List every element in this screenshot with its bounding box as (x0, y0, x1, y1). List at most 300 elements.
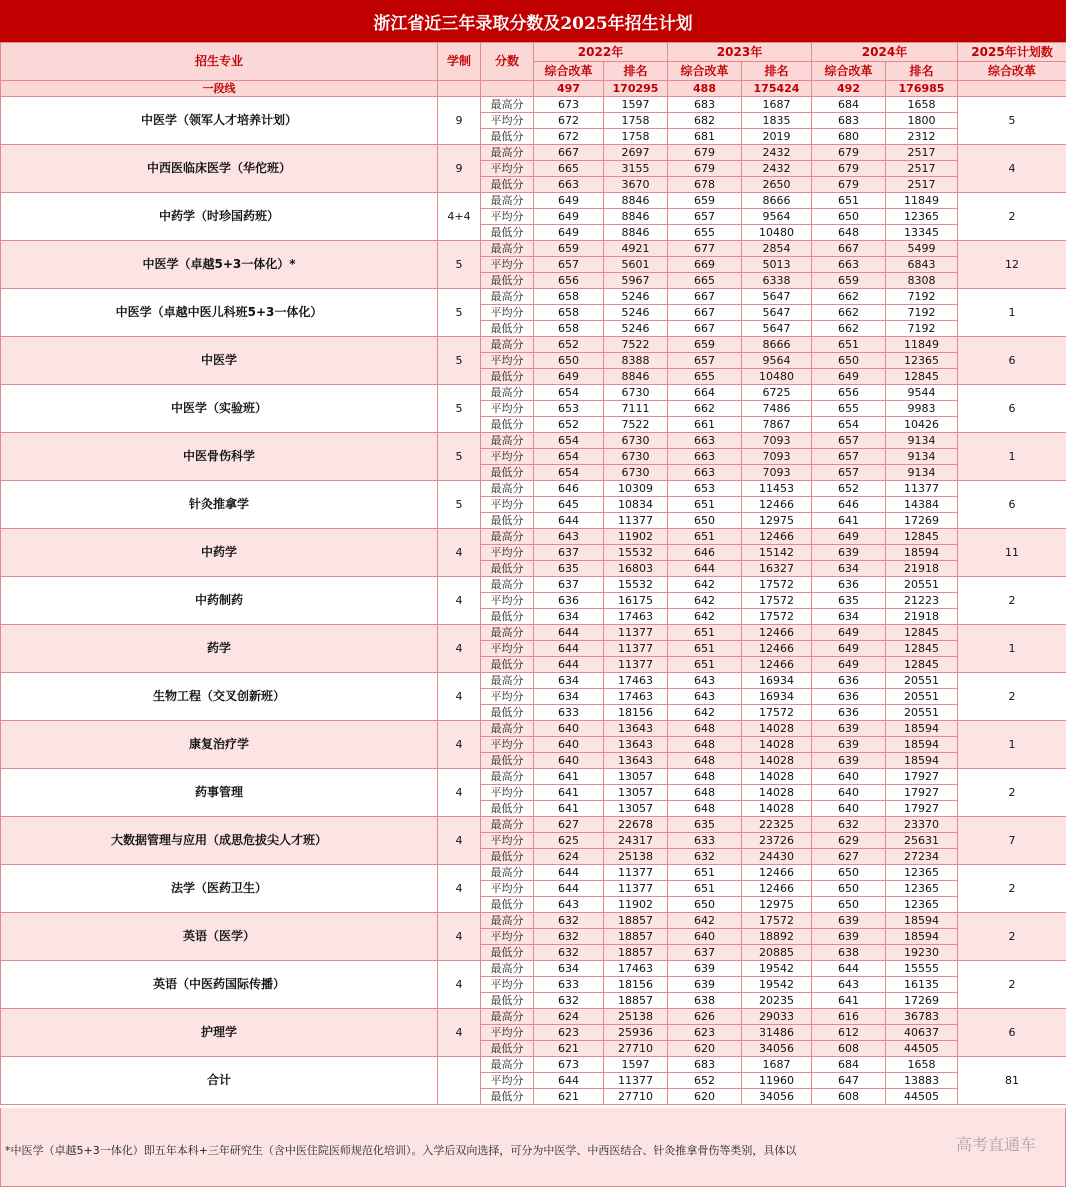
score-cell: 679 (812, 145, 886, 161)
score-type-label: 平均分 (481, 305, 534, 321)
rank-cell: 11849 (886, 337, 958, 353)
rank-cell: 15142 (742, 545, 812, 561)
major-name: 药事管理 (1, 769, 438, 817)
rank-cell: 18857 (604, 929, 668, 945)
rank-cell: 10426 (886, 417, 958, 433)
rank-cell: 7522 (604, 337, 668, 353)
rank-cell: 12466 (742, 881, 812, 897)
score-cell: 658 (534, 321, 604, 337)
score-cell: 654 (534, 433, 604, 449)
major-duration: 9 (438, 145, 481, 193)
score-type-label: 最低分 (481, 609, 534, 625)
score-cell: 646 (812, 497, 886, 513)
score-cell: 663 (812, 257, 886, 273)
score-type-label: 平均分 (481, 833, 534, 849)
rank-cell: 13883 (886, 1073, 958, 1089)
rank-cell: 13345 (886, 225, 958, 241)
rank-cell: 3670 (604, 177, 668, 193)
rank-cell: 15532 (604, 545, 668, 561)
score-cell: 634 (534, 961, 604, 977)
score-type-label: 平均分 (481, 1073, 534, 1089)
rank-cell: 5647 (742, 305, 812, 321)
score-cell: 657 (812, 449, 886, 465)
rank-cell: 1835 (742, 113, 812, 129)
score-cell: 639 (812, 753, 886, 769)
score-cell: 649 (534, 369, 604, 385)
rank-cell: 6730 (604, 449, 668, 465)
score-cell: 643 (534, 897, 604, 913)
rank-cell: 44505 (886, 1089, 958, 1105)
score-cell: 651 (668, 641, 742, 657)
score-cell: 665 (668, 273, 742, 289)
score-cell: 679 (812, 161, 886, 177)
plan-count: 5 (958, 97, 1066, 145)
score-cell: 678 (668, 177, 742, 193)
rank-cell: 11960 (742, 1073, 812, 1089)
score-cell: 654 (534, 385, 604, 401)
score-cell: 623 (668, 1025, 742, 1041)
rank-cell: 22325 (742, 817, 812, 833)
rank-cell: 18594 (886, 913, 958, 929)
plan-count: 4 (958, 145, 1066, 193)
score-type-label: 最高分 (481, 817, 534, 833)
score-type-label: 最低分 (481, 513, 534, 529)
score-type-label: 平均分 (481, 113, 534, 129)
score-cell: 644 (534, 881, 604, 897)
rank-cell: 17572 (742, 705, 812, 721)
score-cell: 627 (812, 849, 886, 865)
score-cell: 657 (668, 209, 742, 225)
rank-cell: 16327 (742, 561, 812, 577)
rank-cell: 34056 (742, 1041, 812, 1057)
rank-cell: 12365 (886, 881, 958, 897)
major-name: 康复治疗学 (1, 721, 438, 769)
rank-cell: 12466 (742, 497, 812, 513)
rank-cell: 31486 (742, 1025, 812, 1041)
score-cell: 662 (812, 289, 886, 305)
header-2023: 2023年 (668, 43, 812, 62)
score-cell: 658 (534, 289, 604, 305)
score-cell: 623 (534, 1025, 604, 1041)
score-cell: 663 (668, 465, 742, 481)
rank-cell: 13643 (604, 721, 668, 737)
rank-cell: 18594 (886, 753, 958, 769)
rank-cell: 17463 (604, 609, 668, 625)
score-cell: 640 (812, 785, 886, 801)
score-cell: 649 (812, 369, 886, 385)
score-cell: 648 (668, 721, 742, 737)
score-type-label: 最低分 (481, 417, 534, 433)
score-cell: 612 (812, 1025, 886, 1041)
table-row (1, 337, 1066, 353)
table-row (1, 961, 1066, 977)
score-cell: 679 (668, 161, 742, 177)
table-row (1, 433, 1066, 449)
rank-cell: 40637 (886, 1025, 958, 1041)
header-plan: 2025年计划数 (958, 43, 1066, 62)
score-cell: 651 (668, 625, 742, 641)
watermark: 高考直通车 (955, 1135, 1036, 1154)
score-cell: 683 (668, 1057, 742, 1073)
rank-cell: 9134 (886, 465, 958, 481)
rank-cell: 5647 (742, 321, 812, 337)
rank-cell: 2019 (742, 129, 812, 145)
score-cell: 639 (812, 737, 886, 753)
score-cell: 635 (534, 561, 604, 577)
line-2023-score: 488 (668, 81, 742, 97)
score-cell: 653 (534, 401, 604, 417)
score-type-label: 平均分 (481, 593, 534, 609)
major-duration: 5 (438, 481, 481, 529)
score-type-label: 最高分 (481, 721, 534, 737)
score-cell: 632 (534, 993, 604, 1009)
major-name: 英语（中医药国际传播） (1, 961, 438, 1009)
score-cell: 655 (668, 369, 742, 385)
rank-cell: 27710 (604, 1089, 668, 1105)
score-cell: 644 (534, 625, 604, 641)
line-2024-rank: 176985 (886, 81, 958, 97)
rank-cell: 11849 (886, 193, 958, 209)
rank-cell: 1758 (604, 129, 668, 145)
rank-cell: 11377 (604, 513, 668, 529)
major-name: 中药学（时珍国药班） (1, 193, 438, 241)
score-cell: 641 (812, 993, 886, 1009)
score-type-label: 平均分 (481, 785, 534, 801)
score-cell: 639 (812, 929, 886, 945)
rank-cell: 17269 (886, 993, 958, 1009)
rank-cell: 6730 (604, 385, 668, 401)
rank-cell: 19230 (886, 945, 958, 961)
score-cell: 634 (534, 609, 604, 625)
header-duration: 学制 (438, 43, 481, 81)
score-cell: 661 (668, 417, 742, 433)
rank-cell: 12365 (886, 353, 958, 369)
rank-cell: 12845 (886, 625, 958, 641)
rank-cell: 25138 (604, 1009, 668, 1025)
score-type-label: 最低分 (481, 1089, 534, 1105)
score-cell: 638 (812, 945, 886, 961)
rank-cell: 7093 (742, 449, 812, 465)
rank-cell: 2432 (742, 145, 812, 161)
table-row (1, 289, 1066, 305)
rank-cell: 17463 (604, 961, 668, 977)
rank-cell: 18594 (886, 929, 958, 945)
major-name: 中药制药 (1, 577, 438, 625)
major-name: 护理学 (1, 1009, 438, 1057)
rank-cell: 34056 (742, 1089, 812, 1105)
score-cell: 634 (812, 609, 886, 625)
rank-cell: 9134 (886, 449, 958, 465)
major-duration: 4 (438, 769, 481, 817)
score-cell: 648 (668, 785, 742, 801)
score-type-label: 最高分 (481, 433, 534, 449)
major-name: 药学 (1, 625, 438, 673)
table-row (1, 673, 1066, 689)
rank-cell: 5499 (886, 241, 958, 257)
rank-cell: 8846 (604, 225, 668, 241)
table-row (1, 1009, 1066, 1025)
rank-cell: 14028 (742, 785, 812, 801)
score-type-label: 最高分 (481, 145, 534, 161)
score-type-label: 最低分 (481, 225, 534, 241)
table-row (1, 385, 1066, 401)
rank-cell: 18594 (886, 721, 958, 737)
score-type-label: 最高分 (481, 385, 534, 401)
rank-cell: 1597 (604, 97, 668, 113)
score-type-label: 平均分 (481, 1025, 534, 1041)
rank-cell: 1758 (604, 113, 668, 129)
rank-cell: 8308 (886, 273, 958, 289)
rank-cell: 18892 (742, 929, 812, 945)
score-type-label: 最低分 (481, 321, 534, 337)
score-type-label: 平均分 (481, 449, 534, 465)
rank-cell: 12466 (742, 641, 812, 657)
score-type-label: 平均分 (481, 641, 534, 657)
score-cell: 649 (534, 209, 604, 225)
score-cell: 644 (534, 865, 604, 881)
score-type-label: 平均分 (481, 737, 534, 753)
score-type-label: 平均分 (481, 401, 534, 417)
score-cell: 649 (812, 657, 886, 673)
major-duration: 9 (438, 97, 481, 145)
rank-cell: 36783 (886, 1009, 958, 1025)
major-name: 英语（医学） (1, 913, 438, 961)
rank-cell: 19542 (742, 977, 812, 993)
rank-cell: 14028 (742, 801, 812, 817)
plan-count: 11 (958, 529, 1066, 577)
score-cell: 651 (668, 881, 742, 897)
rank-cell: 1687 (742, 97, 812, 113)
score-type-label: 最低分 (481, 801, 534, 817)
rank-cell: 7192 (886, 305, 958, 321)
header-2022: 2022年 (534, 43, 668, 62)
rank-cell: 8388 (604, 353, 668, 369)
rank-cell: 17269 (886, 513, 958, 529)
rank-cell: 9564 (742, 209, 812, 225)
rank-cell: 11377 (604, 1073, 668, 1089)
score-type-label: 平均分 (481, 689, 534, 705)
score-cell: 651 (812, 193, 886, 209)
score-cell: 634 (812, 561, 886, 577)
score-cell: 648 (812, 225, 886, 241)
major-duration: 5 (438, 385, 481, 433)
score-cell: 649 (812, 641, 886, 657)
rank-cell: 9544 (886, 385, 958, 401)
major-name: 中医学（卓越5+3一体化）* (1, 241, 438, 289)
score-cell: 637 (534, 577, 604, 593)
rank-cell: 14384 (886, 497, 958, 513)
score-cell: 651 (668, 657, 742, 673)
header-2022-rank: 排名 (604, 62, 668, 81)
plan-count: 12 (958, 241, 1066, 289)
score-cell: 616 (812, 1009, 886, 1025)
rank-cell: 12365 (886, 865, 958, 881)
rank-cell: 10309 (604, 481, 668, 497)
score-cell: 650 (812, 897, 886, 913)
score-type-label: 最高分 (481, 481, 534, 497)
rank-cell: 20235 (742, 993, 812, 1009)
table-row (1, 97, 1066, 113)
rank-cell: 12845 (886, 369, 958, 385)
major-duration: 4 (438, 673, 481, 721)
rank-cell: 17572 (742, 593, 812, 609)
score-type-label: 最低分 (481, 369, 534, 385)
rank-cell: 7093 (742, 465, 812, 481)
table-row (1, 817, 1066, 833)
score-cell: 650 (812, 881, 886, 897)
score-cell: 635 (812, 593, 886, 609)
rank-cell: 8666 (742, 337, 812, 353)
score-cell: 684 (812, 97, 886, 113)
plan-count: 7 (958, 817, 1066, 865)
major-name: 中药学 (1, 529, 438, 577)
score-cell: 679 (668, 145, 742, 161)
major-duration: 4 (438, 913, 481, 961)
major-name: 中医学 (1, 337, 438, 385)
score-cell: 673 (534, 1057, 604, 1073)
major-name: 针灸推拿学 (1, 481, 438, 529)
plan-count: 6 (958, 337, 1066, 385)
rank-cell: 10834 (604, 497, 668, 513)
score-cell: 642 (668, 609, 742, 625)
score-cell: 632 (668, 849, 742, 865)
rank-cell: 20551 (886, 577, 958, 593)
score-type-label: 最低分 (481, 129, 534, 145)
major-duration: 4 (438, 961, 481, 1009)
rank-cell: 7486 (742, 401, 812, 417)
rank-cell: 15532 (604, 577, 668, 593)
score-cell: 648 (668, 753, 742, 769)
rank-cell: 24430 (742, 849, 812, 865)
rank-cell: 17572 (742, 577, 812, 593)
score-cell: 635 (668, 817, 742, 833)
rank-cell: 12365 (886, 897, 958, 913)
score-cell: 620 (668, 1089, 742, 1105)
header-score: 分数 (481, 43, 534, 81)
major-duration: 4 (438, 721, 481, 769)
major-name: 中医学（实验班） (1, 385, 438, 433)
score-cell: 642 (668, 577, 742, 593)
rank-cell: 7192 (886, 289, 958, 305)
score-cell: 632 (534, 929, 604, 945)
rank-cell: 6730 (604, 433, 668, 449)
score-cell: 634 (534, 673, 604, 689)
rank-cell: 13057 (604, 785, 668, 801)
rank-cell: 18156 (604, 705, 668, 721)
score-cell: 682 (668, 113, 742, 129)
score-cell: 651 (668, 497, 742, 513)
table-row (1, 1057, 1066, 1073)
major-name: 法学（医药卫生） (1, 865, 438, 913)
major-duration: 4 (438, 865, 481, 913)
rank-cell: 18857 (604, 945, 668, 961)
score-cell: 625 (534, 833, 604, 849)
rank-cell: 18156 (604, 977, 668, 993)
score-cell: 663 (668, 449, 742, 465)
rank-cell: 7093 (742, 433, 812, 449)
rank-cell: 13057 (604, 769, 668, 785)
rank-cell: 2854 (742, 241, 812, 257)
score-type-label: 平均分 (481, 545, 534, 561)
score-cell: 643 (812, 977, 886, 993)
score-cell: 642 (668, 593, 742, 609)
header-2023-rank: 排名 (742, 62, 812, 81)
score-cell: 683 (668, 97, 742, 113)
rank-cell: 11377 (604, 881, 668, 897)
line-2022-score: 497 (534, 81, 604, 97)
rank-cell: 3155 (604, 161, 668, 177)
score-type-label: 最低分 (481, 177, 534, 193)
score-type-label: 平均分 (481, 353, 534, 369)
score-cell: 651 (812, 337, 886, 353)
rank-cell: 7111 (604, 401, 668, 417)
score-type-label: 平均分 (481, 257, 534, 273)
rank-cell: 6730 (604, 465, 668, 481)
score-cell: 642 (668, 913, 742, 929)
rank-cell: 13643 (604, 737, 668, 753)
header-2022-score: 综合改革 (534, 62, 604, 81)
score-type-label: 最低分 (481, 273, 534, 289)
score-cell: 641 (812, 513, 886, 529)
score-cell: 651 (668, 865, 742, 881)
score-cell: 677 (668, 241, 742, 257)
rank-cell: 12466 (742, 865, 812, 881)
rank-cell: 1687 (742, 1057, 812, 1073)
rank-cell: 22678 (604, 817, 668, 833)
plan-count: 2 (958, 193, 1066, 241)
plan-count: 2 (958, 769, 1066, 817)
major-duration (438, 1057, 481, 1105)
score-cell: 657 (812, 465, 886, 481)
score-cell: 642 (668, 705, 742, 721)
score-cell: 644 (534, 513, 604, 529)
major-name: 生物工程（交叉创新班） (1, 673, 438, 721)
rank-cell: 12845 (886, 641, 958, 657)
score-cell: 648 (668, 801, 742, 817)
major-name: 中西医临床医学（华佗班） (1, 145, 438, 193)
score-cell: 684 (812, 1057, 886, 1073)
score-type-label: 最高分 (481, 241, 534, 257)
score-cell: 644 (668, 561, 742, 577)
score-cell: 667 (668, 305, 742, 321)
score-cell: 669 (668, 257, 742, 273)
score-cell: 636 (812, 689, 886, 705)
plan-count: 2 (958, 961, 1066, 1009)
score-cell: 648 (668, 737, 742, 753)
score-type-label: 最低分 (481, 897, 534, 913)
rank-cell: 6338 (742, 273, 812, 289)
rank-cell: 17927 (886, 769, 958, 785)
score-cell: 665 (534, 161, 604, 177)
score-cell: 657 (668, 353, 742, 369)
score-type-label: 平均分 (481, 497, 534, 513)
rank-cell: 13057 (604, 801, 668, 817)
rank-cell: 5647 (742, 289, 812, 305)
rank-cell: 10480 (742, 225, 812, 241)
rank-cell: 17463 (604, 673, 668, 689)
score-cell: 655 (812, 401, 886, 417)
rank-cell: 14028 (742, 737, 812, 753)
score-cell: 667 (534, 145, 604, 161)
rank-cell: 18594 (886, 737, 958, 753)
rank-cell: 14028 (742, 721, 812, 737)
line-2023-rank: 175424 (742, 81, 812, 97)
plan-count: 6 (958, 1009, 1066, 1057)
score-cell: 644 (534, 1073, 604, 1089)
header-plan-sub: 综合改革 (958, 62, 1066, 81)
major-duration: 4 (438, 1009, 481, 1057)
table-row (1, 481, 1066, 497)
